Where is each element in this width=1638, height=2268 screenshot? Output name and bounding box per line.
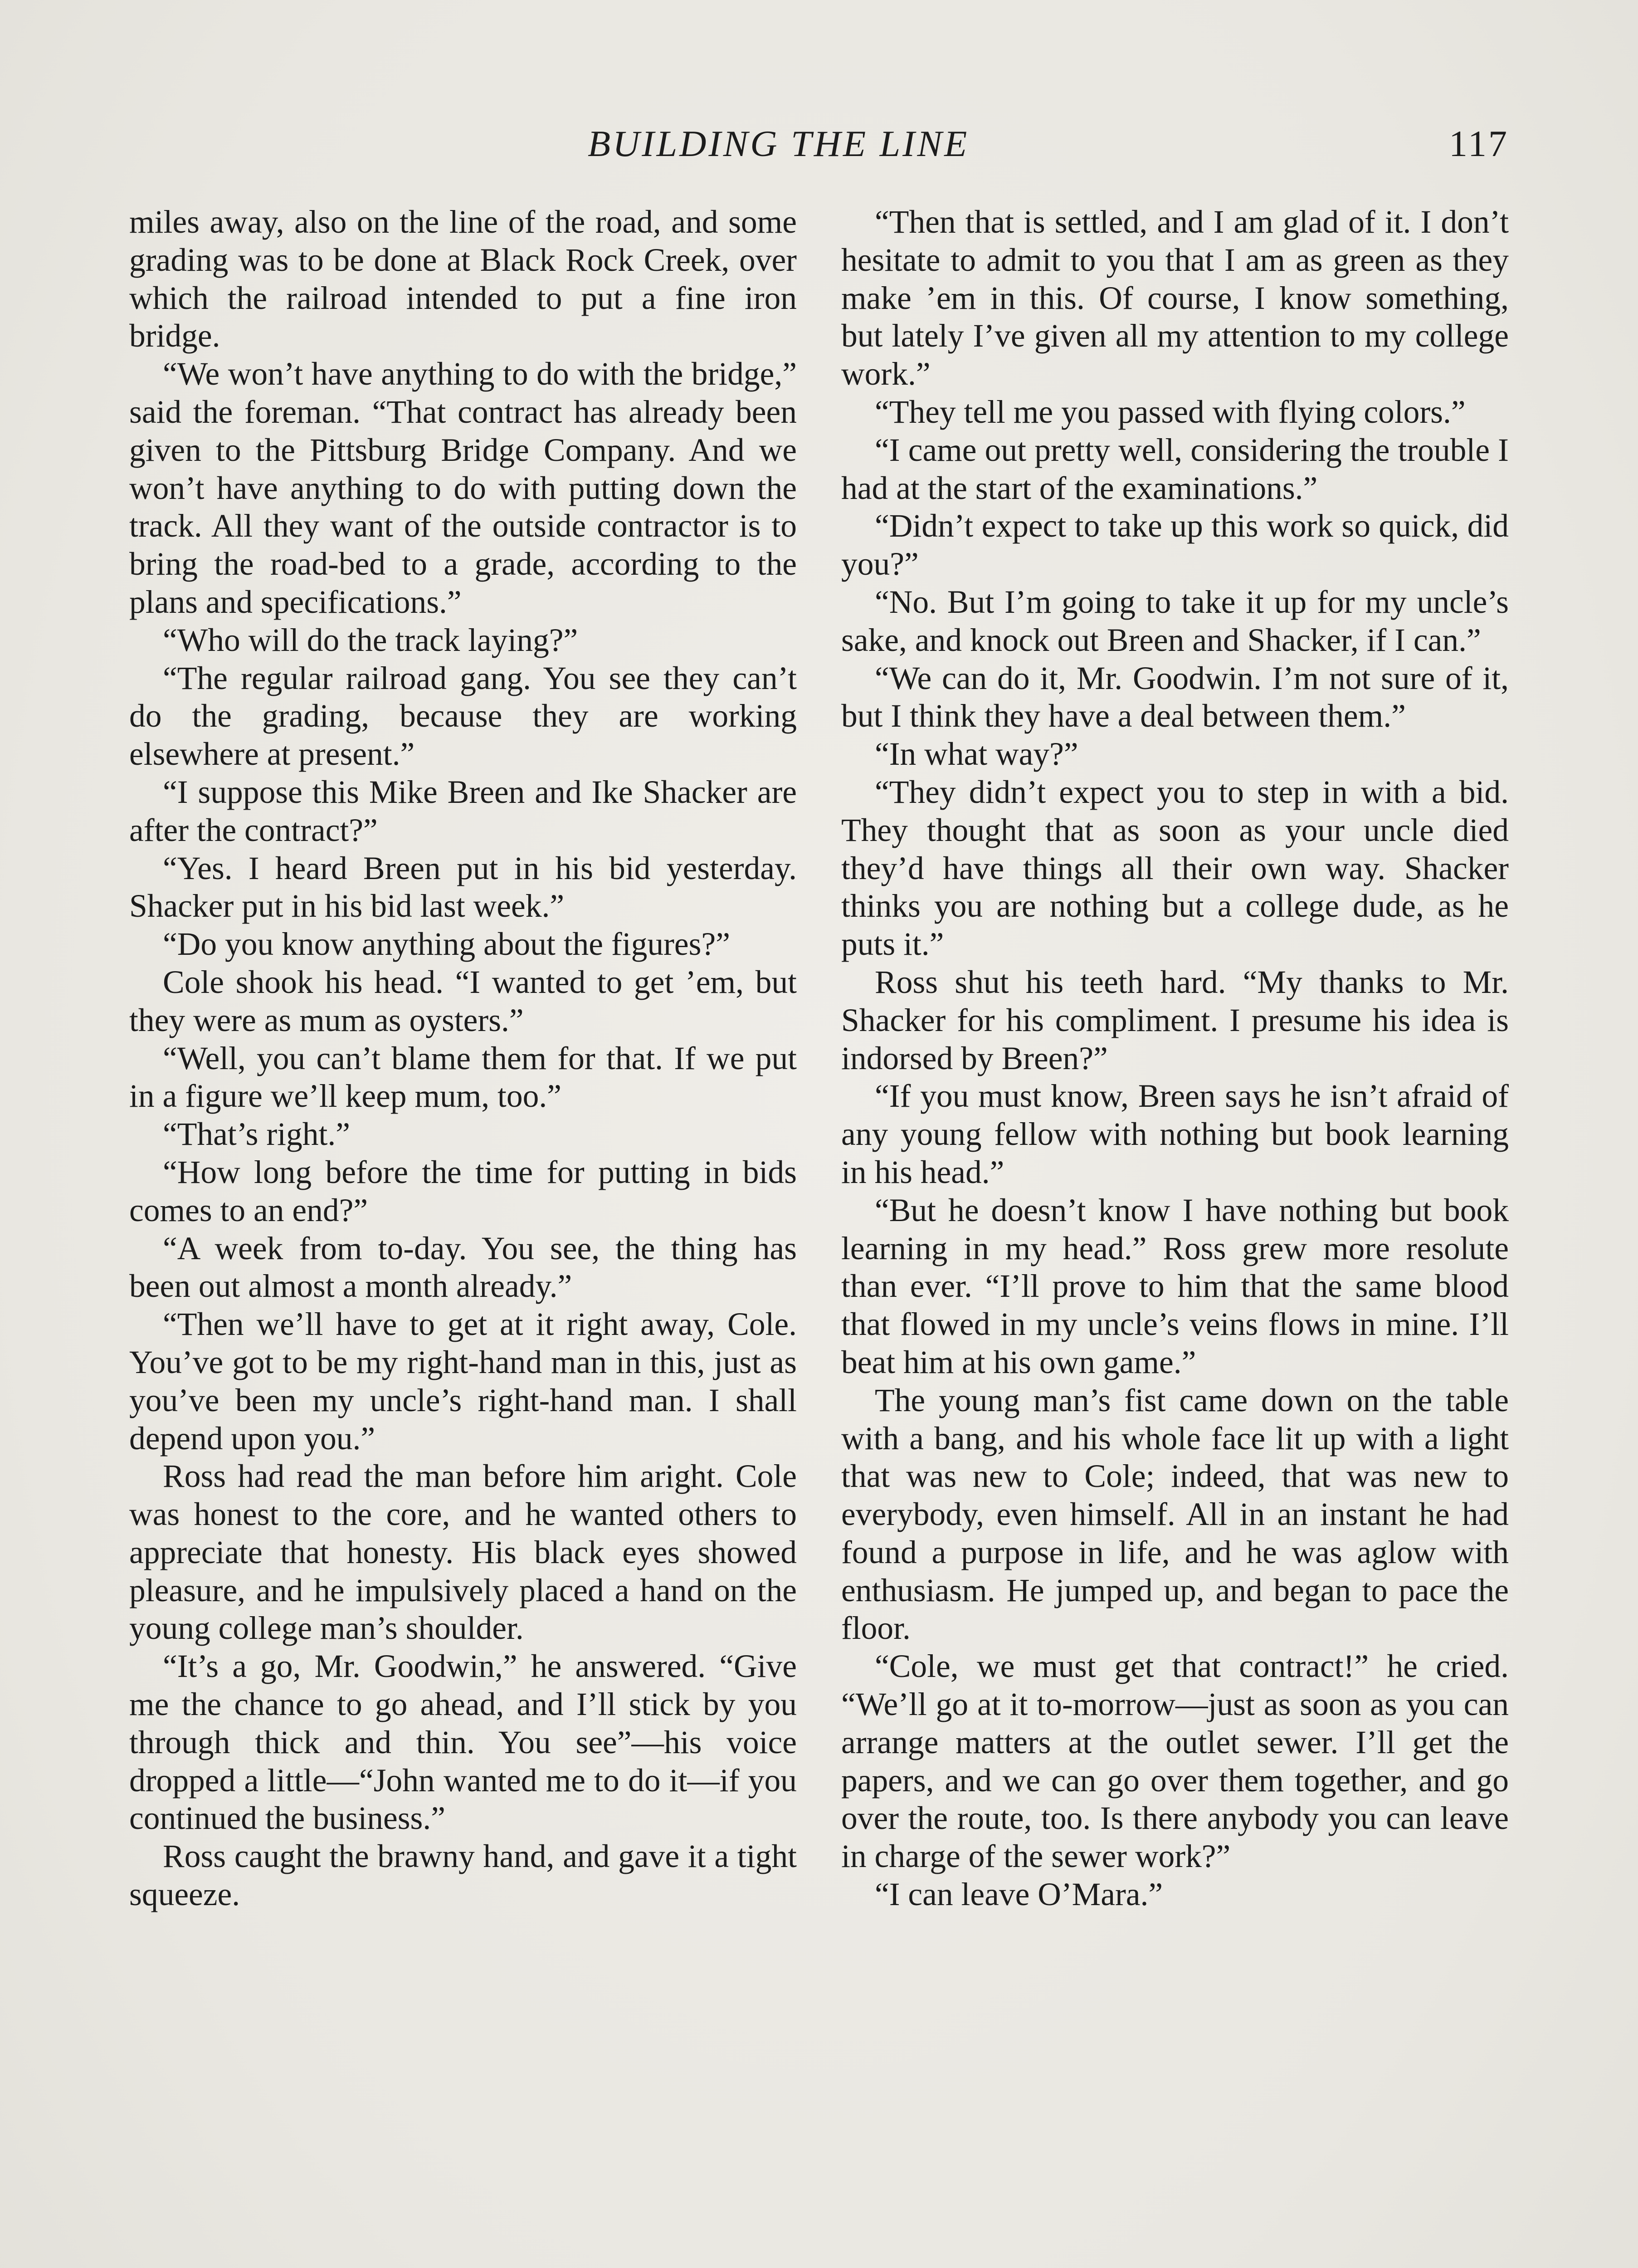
- paragraph: “No. But I’m going to take it up for my uncle’s sake, and knock out Breen and Shacker, if I can.”: [841, 584, 1509, 658]
- paragraph: “But he doesn’t know I have nothing but book learning in my head.” Ross grew more resolute than ever. “I’ll prove to him that the same blood that flowed in my uncle’s veins flows in mine. I’ll beat him at his own game.”: [841, 1192, 1509, 1380]
- paragraph: “A week from to-day. You see, the thing has been out almost a month already.”: [129, 1230, 797, 1305]
- paragraph: miles away, also on the line of the road, and some grading was to be done at Black Rock Creek, over which the railroad intended to put a fine iron bridge.: [129, 204, 797, 354]
- running-title: BUILDING THE LINE: [588, 123, 970, 164]
- paragraph: “If you must know, Breen says he isn’t afraid of any young fellow with nothing but book learning in his head.”: [841, 1078, 1509, 1190]
- paragraph: “Well, you can’t blame them for that. If we put in a figure we’ll keep mum, too.”: [129, 1040, 797, 1114]
- paragraph: “It’s a go, Mr. Goodwin,” he answered. “Give me the chance to go ahead, and I’ll stick by you through thick and thin. You see”—his voice dropped a little—“John wanted me to do it—if you continued the business.”: [129, 1648, 797, 1837]
- paragraph: Ross caught the brawny hand, and gave it a tight squeeze.: [129, 1838, 797, 1913]
- paragraph: “I can leave O’Mara.”: [875, 1877, 1163, 1913]
- page-number: 117: [1449, 123, 1509, 164]
- paragraph: “I came out pretty well, considering the trouble I had at the start of the examinations.”: [841, 432, 1509, 506]
- text-column-left: [129, 203, 797, 1914]
- paragraph: Cole shook his head. “I wanted to get ’em, but they were as mum as oysters.”: [129, 964, 797, 1038]
- paragraph: “Didn’t expect to take up this work so quick, did you?”: [841, 508, 1509, 582]
- paragraph: “That’s right.”: [163, 1116, 350, 1153]
- paragraph: “The regular railroad gang. You see they can’t do the grading, because they are working elsewhere at present.”: [129, 660, 797, 772]
- paragraph: The young man’s fist came down on the table with a bang, and his whole face lit up with a light that was new to Cole; indeed, that was new to everybody, even himself. All in an instant he had found a purpose in life, and he was aglow with enthusiasm. He jumped up, and began to pace the floor.: [841, 1382, 1509, 1647]
- running-head: [0, 119, 1638, 169]
- paragraph: Ross had read the man before him aright. Cole was honest to the core, and he wanted others to appreciate that honesty. His black eyes showed pleasure, and he impulsively placed a hand on the young college man’s shoulder.: [129, 1458, 797, 1647]
- paragraph: “We can do it, Mr. Goodwin. I’m not sure of it, but I think they have a deal between them.”: [841, 660, 1509, 734]
- paragraph: “We won’t have anything to do with the bridge,” said the foreman. “That contract has already been given to the Pittsburg Bridge Company. And we won’t have anything to do with putting down the track. All they want of the outside contractor is to bring the road-bed to a grade, according to the plans and specifications.”: [129, 356, 797, 620]
- paragraph: “Who will do the track laying?”: [163, 622, 578, 658]
- paragraph: “Cole, we must get that contract!” he cried. “We’ll go at it to-morrow—just as soon as you can arrange matters at the outlet sewer. I’ll get the papers, and we can go over them together, and go over the route, too. Is there anybody you can leave in charge of the sewer work?”: [841, 1648, 1509, 1875]
- paragraph: “In what way?”: [875, 736, 1078, 772]
- paragraph: “Then we’ll have to get at it right away, Cole. You’ve got to be my right-hand man in this, just as you’ve been my uncle’s right-hand man. I shall depend upon you.”: [129, 1306, 797, 1457]
- paragraph: “Yes. I heard Breen put in his bid yesterday. Shacker put in his bid last week.”: [129, 850, 797, 924]
- paragraph: “Then that is settled, and I am glad of it. I don’t hesitate to admit to you that I am as green as they make ’em in this. Of course, I know something, but lately I’ve given all my attention to my college work.”: [841, 204, 1509, 392]
- paragraph: “Do you know anything about the figures?”: [163, 926, 730, 963]
- paragraph: Ross shut his teeth hard. “My thanks to Mr. Shacker for his compliment. I presume his idea is indorsed by Breen?”: [841, 964, 1509, 1076]
- paragraph: “I suppose this Mike Breen and Ike Shacker are after the contract?”: [129, 774, 797, 848]
- paragraph: “How long before the time for putting in bids comes to an end?”: [129, 1154, 797, 1228]
- paragraph: “They didn’t expect you to step in with a bid. They thought that as soon as your uncle died they’d have things all their own way. Shacker thinks you are nothing but a college dude, as he puts it.”: [841, 774, 1509, 963]
- text-column-right: [841, 203, 1509, 1914]
- paragraph: “They tell me you passed with flying colors.”: [875, 394, 1466, 430]
